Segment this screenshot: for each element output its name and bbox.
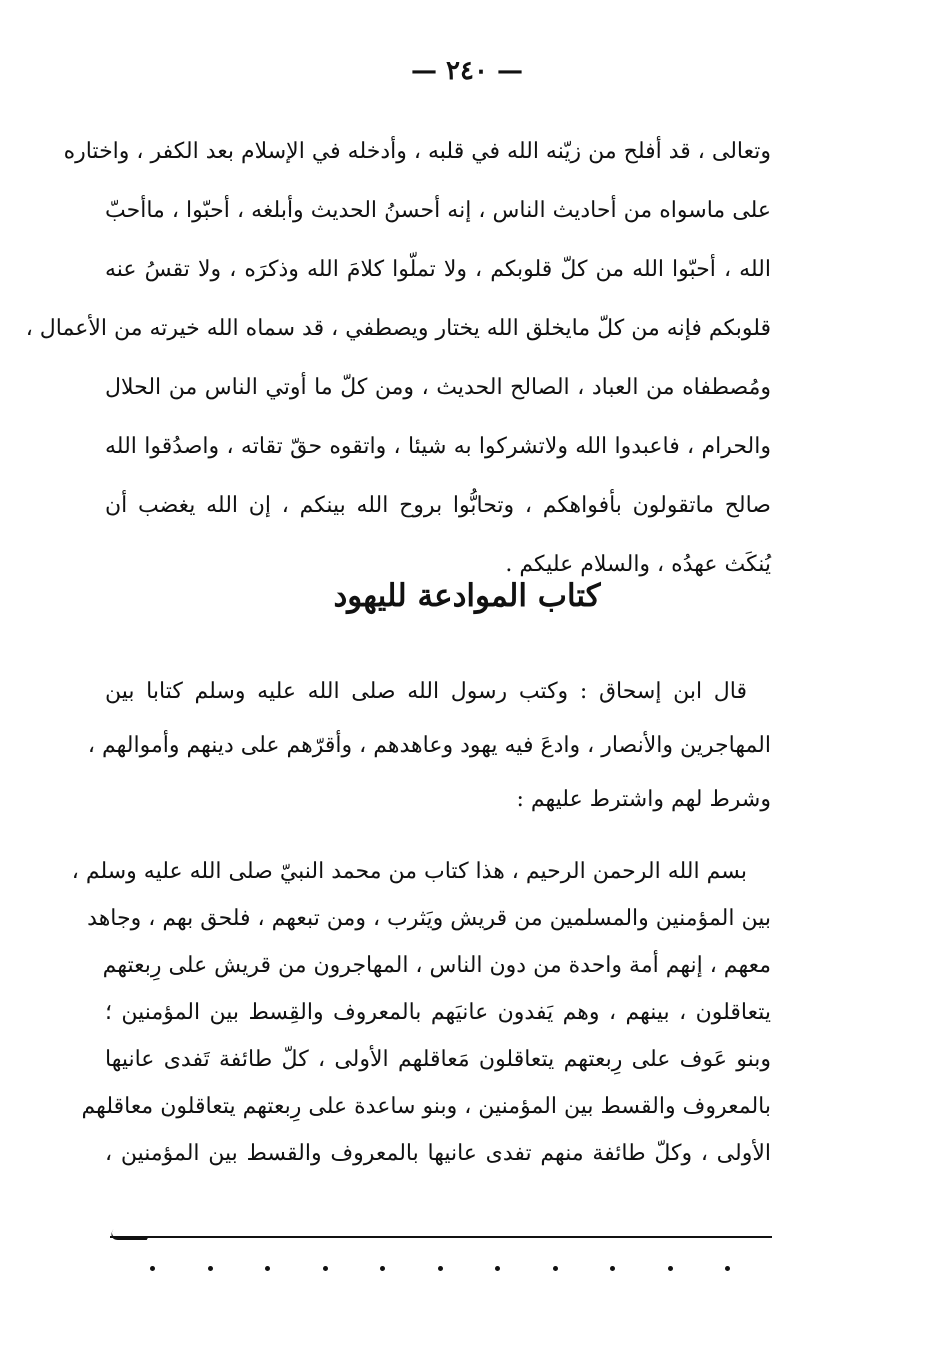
text-line: يُنكَث عهدُه ، والسلام عليكم . xyxy=(505,552,771,577)
text-line: الأولى ، وكلّ طائفة منهم تفدى عانيها بالمعروف والقسط بين المؤمنين ، xyxy=(105,1141,771,1166)
footer-dot xyxy=(265,1266,270,1271)
text-line: الله ، أحبّوا الله من كلّ قلوبكم ، ولا تملّوا كلامَ الله وذكرَه ، ولا تقسُ عنه xyxy=(105,257,771,282)
text-line: بين المؤمنين والمسلمين من قريش ويَثرب ، ومن تبعهم ، فلحق بهم ، وجاهد xyxy=(87,906,771,931)
footer-dot xyxy=(668,1266,673,1271)
section-heading: كتاب الموادعة لليهود xyxy=(333,578,601,614)
footer-dot xyxy=(150,1266,155,1271)
text-line: قال ابن إسحاق : وكتب رسول الله صلى الله عليه وسلم كتابا بين xyxy=(105,679,747,704)
text-line: ومُصطفاه من العباد ، الصالح الحديث ، ومن كلّ ما أوتي الناس من الحلال xyxy=(105,375,771,400)
page-number: — ٢٤٠ — xyxy=(410,56,524,86)
footer-dots xyxy=(150,1266,730,1271)
footer-dot xyxy=(495,1266,500,1271)
text-line: يتعاقلون ، بينهم ، وهم يَفدون عانيَهم بالمعروف والقِسط بين المؤمنين ؛ xyxy=(105,1000,771,1025)
text-line: وتعالى ، قد أفلح من زيّنه الله في قلبه ، وأدخله في الإسلام بعد الكفر ، واختاره xyxy=(63,139,771,164)
footer-dot xyxy=(323,1266,328,1271)
paragraph-sermon xyxy=(25,122,771,594)
text-line: على ماسواه من أحاديث الناس ، إنه أحسنُ الحديث وأبلغه ، أحبّوا ، ماأحبّ xyxy=(105,198,771,223)
footer-dot xyxy=(380,1266,385,1271)
text-line: والحرام ، فاعبدوا الله ولاتشركوا به شيئا ، واتقوه حقّ تقاته ، واصدُقوا الله xyxy=(105,434,771,459)
paragraph-document xyxy=(71,848,771,1177)
text-line: وبنو عَوف على رِبعتهم يتعاقلون مَعاقلهم الأولى ، كلّ طائفة تَفدى عانيها xyxy=(105,1047,771,1072)
paragraph-intro xyxy=(87,665,771,827)
footer-rule xyxy=(110,1236,772,1238)
footer-dot xyxy=(553,1266,558,1271)
footer-dot xyxy=(725,1266,730,1271)
text-line: معهم ، إنهم أمة واحدة من دون الناس ، المهاجرون من قريش على رِبعتهم xyxy=(102,953,771,978)
text-line: المهاجرين والأنصار ، وادعَ فيه يهود وعاهدهم ، وأقرّهم على دينهم وأموالهم ، xyxy=(87,733,771,758)
text-line: بالمعروف والقسط بين المؤمنين ، وبنو ساعدة على رِبعتهم يتعاقلون معاقلهم xyxy=(81,1094,771,1119)
footer-dot xyxy=(208,1266,213,1271)
footer-dot xyxy=(610,1266,615,1271)
text-line: صالح ماتقولون بأفواهكم ، وتحابُّوا بروح الله بينكم ، إن الله يغضب أن xyxy=(105,493,771,518)
text-line: وشرط لهم واشترط عليهم : xyxy=(516,787,771,812)
text-line: بسم الله الرحمن الرحيم ، هذا كتاب من محمد النبيّ صلى الله عليه وسلم ، xyxy=(71,859,747,884)
footer-dot xyxy=(438,1266,443,1271)
text-line: قلوبكم فإنه من كلّ مايخلق الله يختار ويصطفي ، قد سماه الله خيرته من الأعمال ، xyxy=(25,316,771,341)
